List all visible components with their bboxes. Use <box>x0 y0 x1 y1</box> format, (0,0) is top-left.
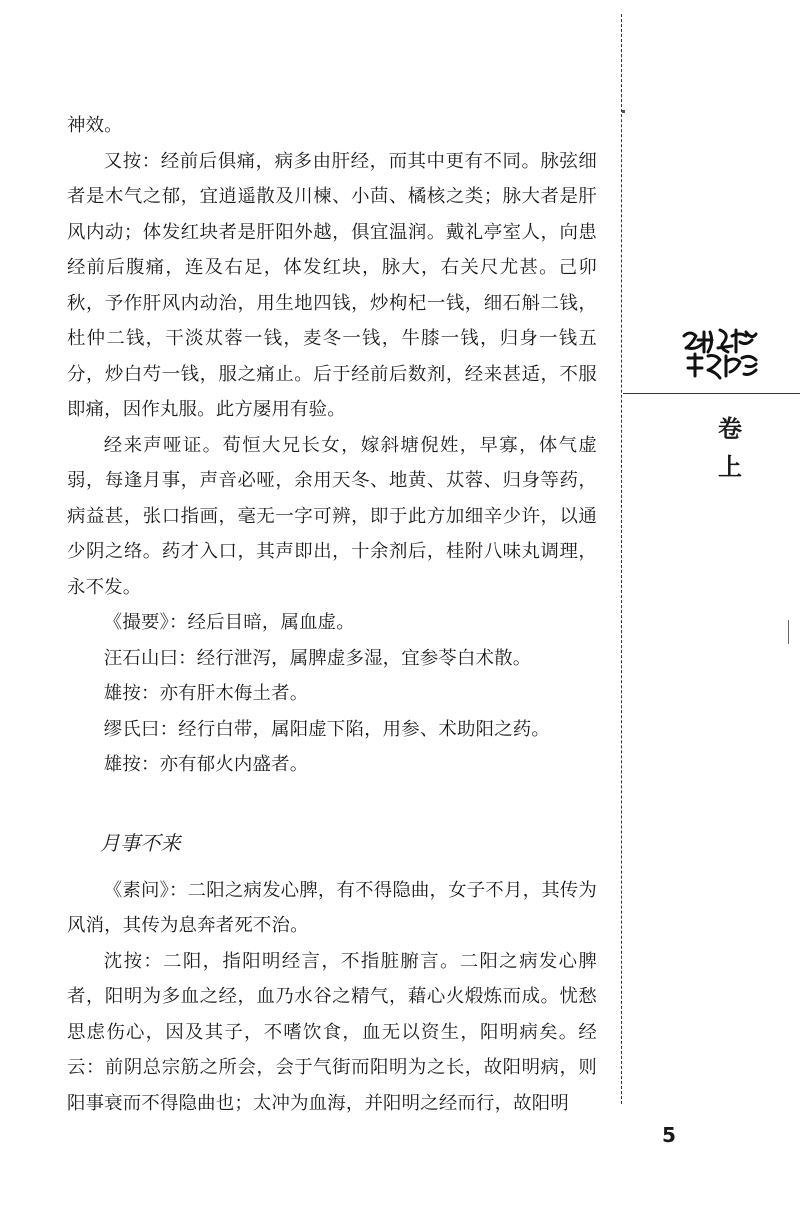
main-text-column <box>67 108 597 1121</box>
page-number: 5 <box>662 1123 676 1147</box>
paragraph-wang-shishan: 汪石山曰：经行泄泻，属脾虚多湿，宜参苓白术散。 <box>103 647 532 669</box>
volume-label: 卷上 <box>718 415 742 481</box>
seal-logo-icon <box>680 326 762 380</box>
paragraph-xiong-an-1: 雄按：亦有肝木侮土者。 <box>103 683 309 704</box>
paragraph-cuoyao: 《撮要》：经后目暗，属血虚。 <box>103 612 355 633</box>
paragraph-suwen: 《素问》：二阳之病发心脾，有不得隐曲，女子不月，其传为风消，其传为息奔者死不治。 <box>67 879 597 936</box>
margin-dot <box>622 110 625 113</box>
margin-divider-vertical <box>621 14 622 1104</box>
paragraph-xiong-an-2: 雄按：亦有郁火内盛者。 <box>103 754 309 775</box>
paragraph-shen-an: 沈按：二阳，指阳明经言，不指脏腑言。二阳之病发心脾者，阳明为多血之经，血乃水谷之精气，藉心火煅炼而成。忧愁思虑伤心，因及其子，不嗜饮食，血无以资生，阳明病矣。经云：前阴总宗筋之所会，会于气街而阳明为之长，故阳明病，则阳事衰而不得隐曲也；太冲为血海，并阳明之经而行，故阳明 <box>67 950 597 1114</box>
paragraph-continuation: 神效。 <box>67 115 123 136</box>
margin-divider-horizontal <box>623 393 800 394</box>
section-title: 月事不来 <box>100 830 181 855</box>
paragraph-hoarse-voice: 经来声哑证。荀恒大兄长女，嫁斜塘倪姓，早寡，体气虚弱，每逢月事，声音必哑，余用天冬、地黄、苁蓉、归身等药，病益甚，张口指画，毫无一字可辨，即于此方加细辛少许，以通少阴之络。药才入口，其声即出，十余剂后，桂附八味丸调理，永不发。 <box>67 434 597 598</box>
paragraph-miao-shi: 缪氏曰：经行白带，属阳虚下陷，用参、术助阳之药。 <box>103 718 550 740</box>
edge-mark <box>788 620 789 644</box>
paragraph-you-an: 又按：经前后俱痛，病多由肝经，而其中更有不同。脉弦细者是木气之郁，宜逍遥散及川楝、小茴、橘核之类；脉大者是肝风内动；体发红块者是肝阳外越，俱宜温润。戴礼亭室人，向患经前后腹痛，连及右足，体发红块，脉大，右关尺尤甚。己卯秋，予作肝风内动治，用生地四钱，炒枸杞一钱，细石斛二钱，杜仲二钱，干淡苁蓉一钱，麦冬一钱，牛膝一钱，归身一钱五分，炒白芍一钱，服之痛止。后于经前后数剂，经来甚适，不服即痛，因作丸服。此方屡用有验。 <box>67 150 597 420</box>
